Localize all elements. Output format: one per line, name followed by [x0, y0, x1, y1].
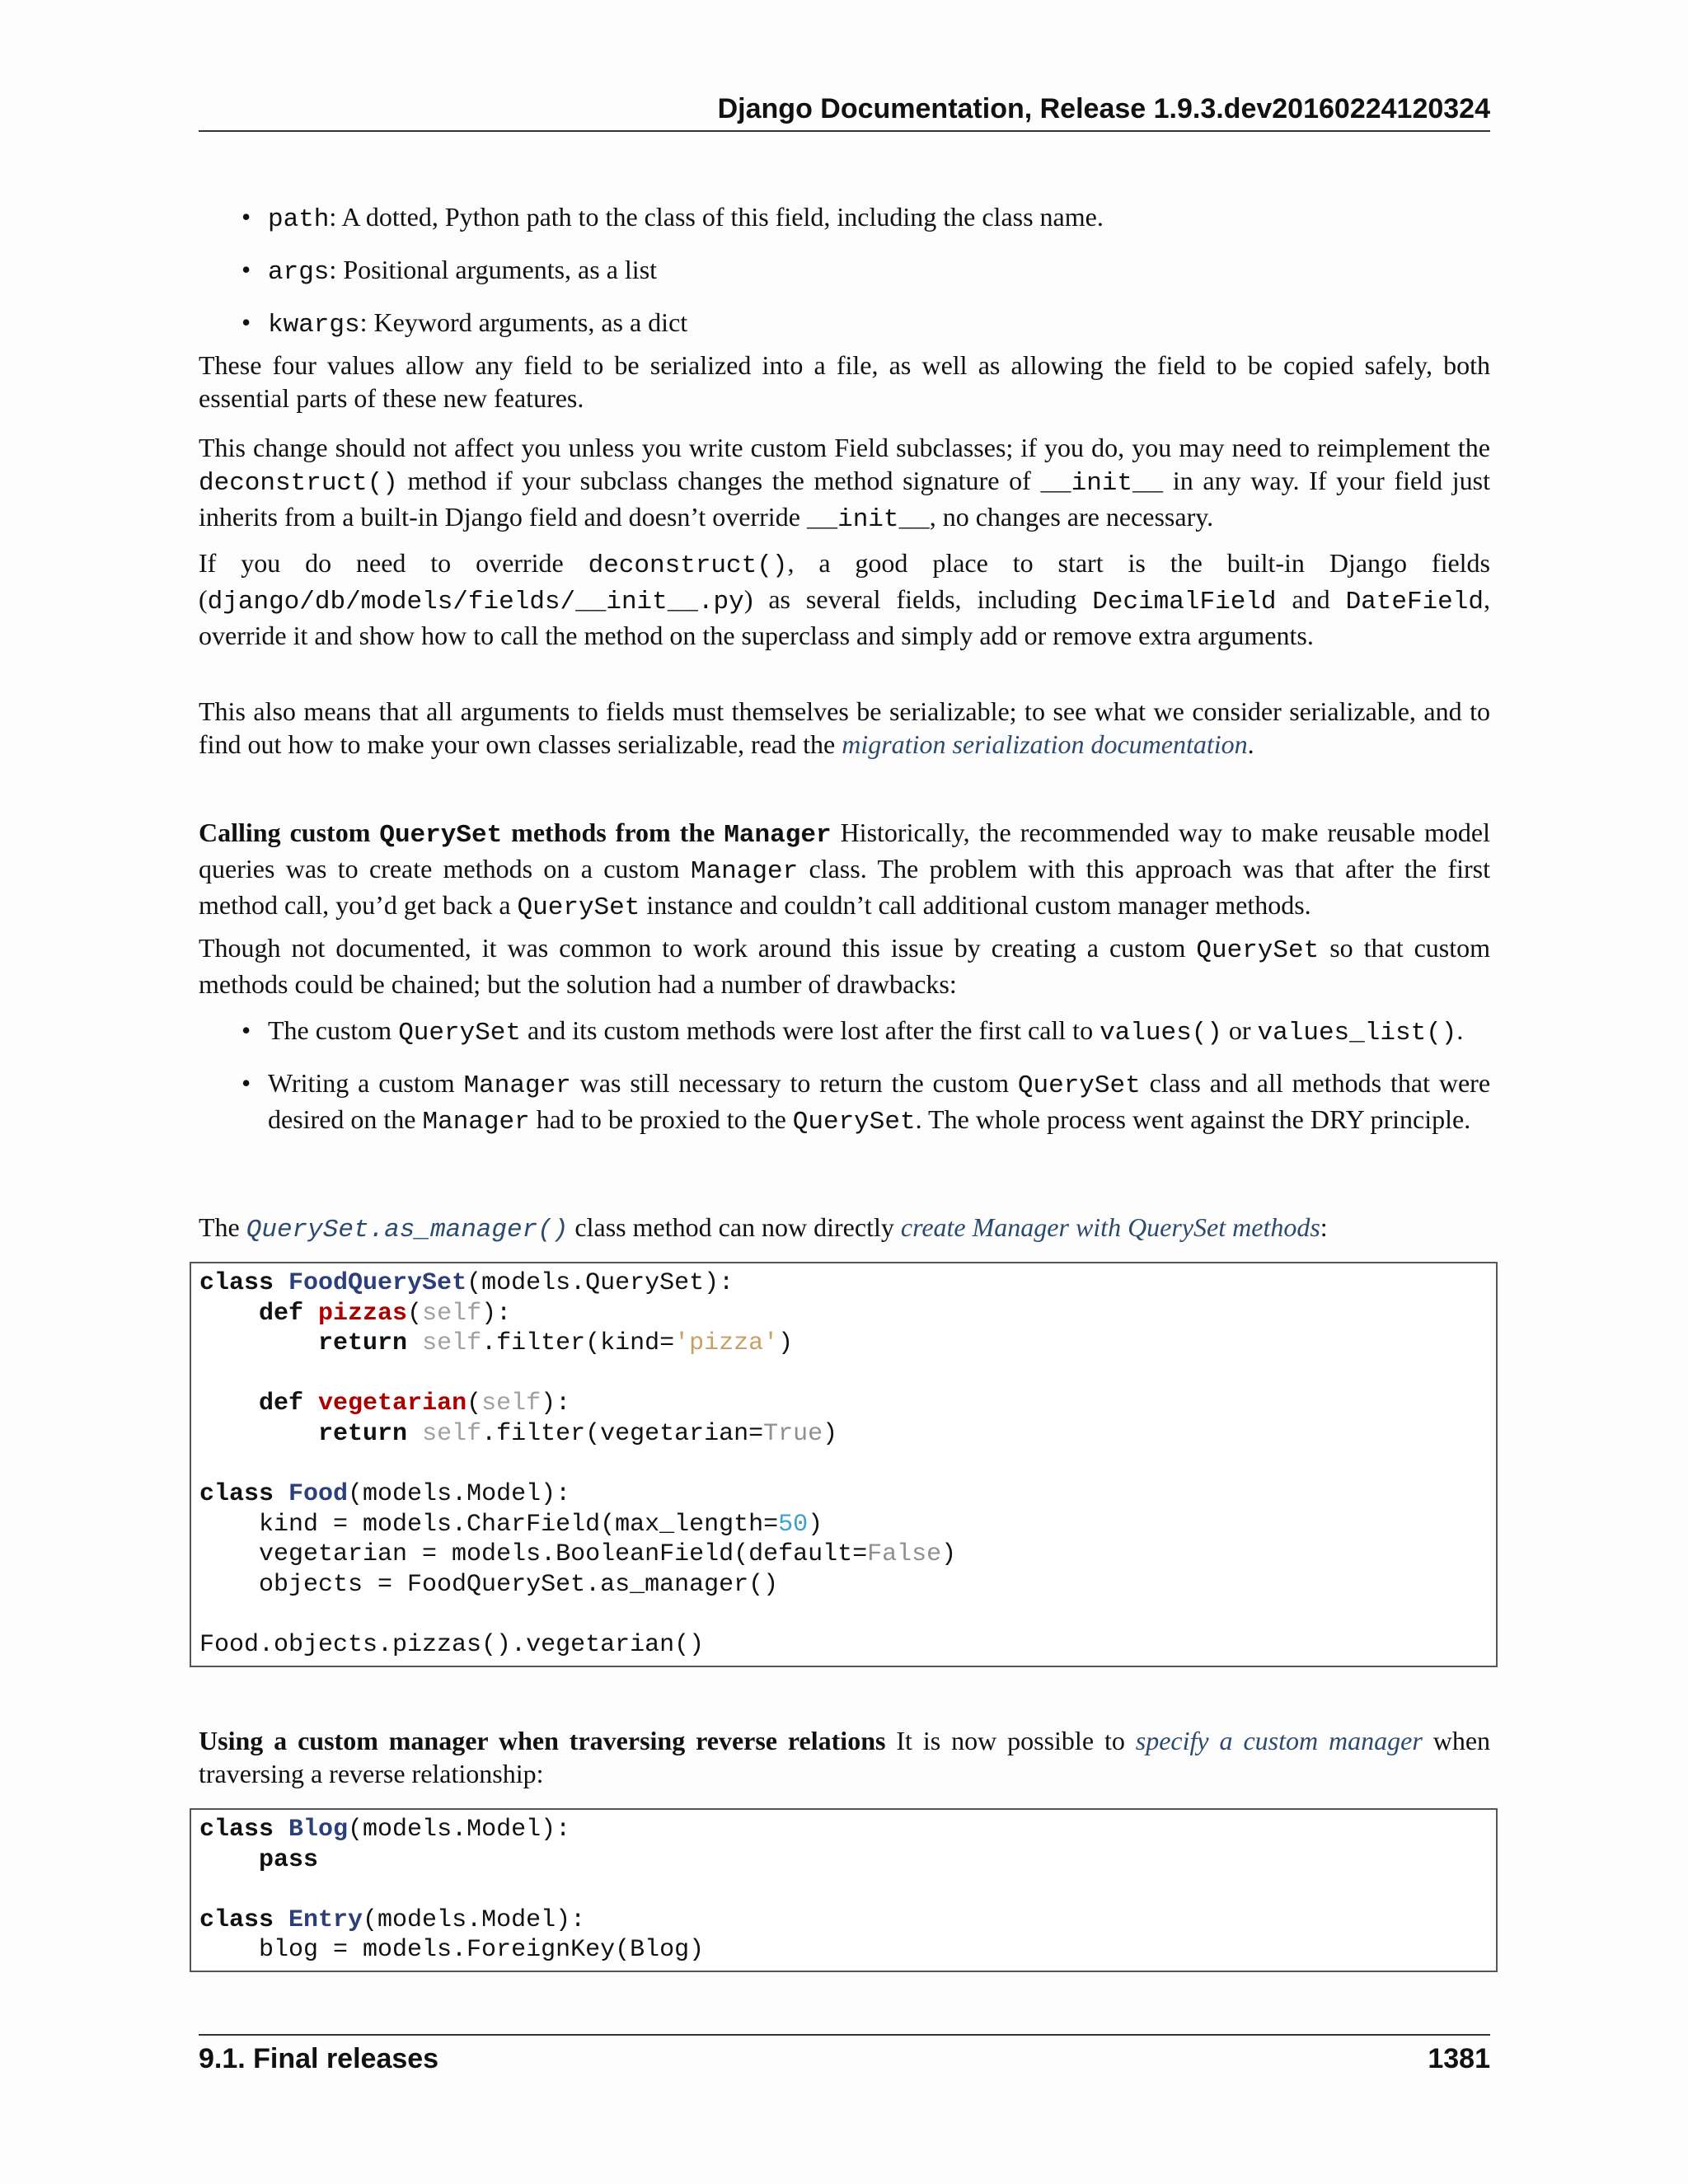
list-item: • kwargs: Keyword arguments, as a dict	[199, 306, 1490, 342]
custom-manager-link[interactable]: specify a custom manager	[1135, 1726, 1423, 1755]
paragraph: These four values allow any field to be serialized into a file, as well as allowing the field to be copied safely, both essential parts of these new features.	[199, 350, 1490, 413]
field-args-list	[199, 200, 1490, 342]
paragraph: If you do need to override deconstruct(), a good place to start is the built-in Django fields (django/db/models/fields/__init__.py) as several fields, including DecimalField and DateField, override it and show how to call the method on the superclass and simply add or remove extra arguments.	[199, 548, 1491, 650]
section-reverse-relations: Using a custom manager when traversing reverse relations It is now possible to specify a custom manager when traversing a reverse relationship:	[199, 1726, 1491, 1788]
code-block-blog-entry: class Blog(models.Model): pass class Entry(models.Model): blog = models.ForeignKey(Blog)	[190, 1808, 1498, 1972]
code-block-foodqueryset: class FoodQuerySet(models.QuerySet): def pizzas(self): return self.filter(kind='pizza') def vegetarian(self): return self.filter(vegetarian=True) class Food(models.Model): kind = models.CharField(max_length=50) vegetarian = models.BooleanField(default=False) objects = FoodQuerySet.as_manager() Food.objects.pizzas().vegetarian()	[190, 1262, 1498, 1667]
drawbacks-list	[199, 1014, 1490, 1139]
list-item: • Writing a custom Manager was still necessary to return the custom QuerySet class and all methods that were desired on the Manager had to be proxied to the QuerySet. The whole process went against the DRY principle.	[199, 1066, 1490, 1139]
running-header	[199, 92, 1490, 132]
as-manager-link[interactable]: QuerySet.as_manager()	[246, 1216, 569, 1244]
list-item: • path: A dotted, Python path to the class of this field, including the class name.	[199, 200, 1490, 237]
page-number: 1381	[1428, 2043, 1490, 2074]
create-manager-link[interactable]: create Manager with QuerySet methods	[900, 1212, 1320, 1242]
paragraph: Though not documented, it was common to work around this issue by creating a custom QuerySet so that custom methods could be chained; but the solution had a number of drawbacks:	[199, 933, 1491, 999]
header-title: Django Documentation, Release 1.9.3.dev20160224120324	[717, 93, 1490, 124]
section-heading: Using a custom manager when traversing reverse relations	[199, 1726, 886, 1755]
section-heading: Calling custom QuerySet methods from the Manager	[199, 818, 832, 850]
list-item: • args: Positional arguments, as a list	[199, 253, 1490, 289]
document-page	[199, 0, 1490, 2184]
footer-section: 9.1. Final releases	[199, 2043, 439, 2074]
paragraph: The QuerySet.as_manager() class method can now directly create Manager with QuerySet methods:	[199, 1212, 1328, 1244]
section-queryset-manager: Calling custom QuerySet methods from the Manager Historically, the recommended way to make reusable model queries was to create methods on a custom Manager class. The problem with this approach was that after the first method call, you’d get back a QuerySet instance and couldn’t call additional custom manager methods.	[199, 818, 1491, 922]
paragraph: This change should not affect you unless you write custom Field subclasses; if you do, you may need to reimplement the deconstruct() method if your subclass changes the method signature of __init__ in any way. If your field just inherits from a built-in Django field and doesn’t override __init__, no changes are necessary.	[199, 433, 1491, 534]
serialization-doc-link[interactable]: migration serialization documentation	[842, 729, 1248, 759]
running-footer	[199, 2034, 1490, 2075]
paragraph: This also means that all arguments to fields must themselves be serializable; to see what we consider serializable, and to find out how to make your own classes serializable, read the migration serialization documentation.	[199, 696, 1490, 759]
list-item: • The custom QuerySet and its custom methods were lost after the first call to values() or values_list().	[199, 1014, 1490, 1050]
